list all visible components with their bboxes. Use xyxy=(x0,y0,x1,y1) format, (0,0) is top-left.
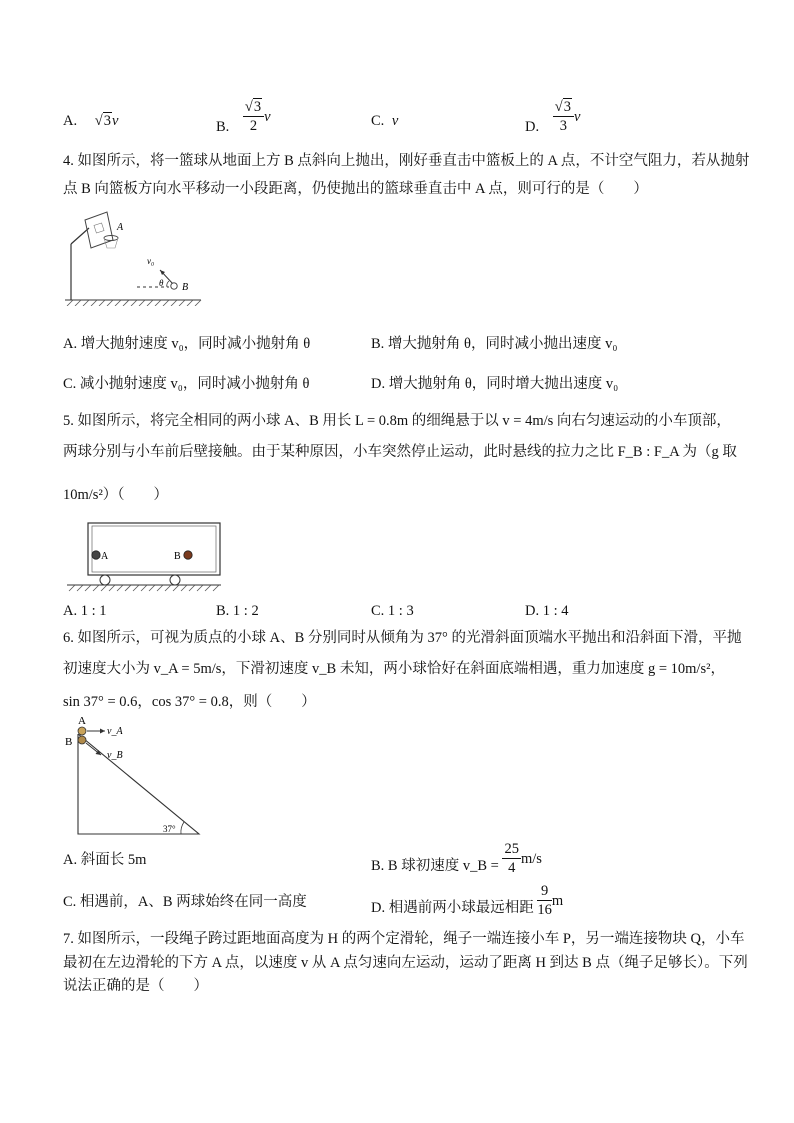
hoop xyxy=(104,236,118,241)
radicand: 3 xyxy=(253,99,262,115)
option-label: D. xyxy=(525,118,540,135)
angle-arc xyxy=(167,281,169,287)
cart-body xyxy=(88,523,220,575)
q6-stem-line3: sin 37° = 0.6，cos 37° = 0.8，则（ ） xyxy=(63,694,316,710)
vb-label: v_B xyxy=(107,750,123,761)
q5-option-b: B. 1 : 2 xyxy=(216,603,259,619)
basketball-figure xyxy=(63,210,203,306)
q7-stem-line3: 说法正确的是（ ） xyxy=(63,978,208,994)
arrowhead-icon xyxy=(100,729,105,734)
q4-stem-line1: 4. 如图所示，将一篮球从地面上方 B 点斜向上抛出，刚好垂直击中篮板上的 A 点，不计空气阻力，若从抛射 xyxy=(63,153,750,169)
option-text: D. 相遇前两小球最远相距 xyxy=(371,899,534,916)
q5-option-c: C. 1 : 3 xyxy=(371,603,414,619)
q3-option-d xyxy=(525,100,580,133)
ball-icon xyxy=(171,283,177,289)
ground-hatch xyxy=(69,585,219,591)
q7-stem-line2: 最初在左边滑轮的下方 A 点，以速度 v 从 A 点匀速向左运动，运动了距离 H 到达 B 点（绳子足够长）。下列 xyxy=(63,955,748,971)
theta-label: θ xyxy=(159,278,164,288)
ground-hatch xyxy=(67,300,201,306)
fraction xyxy=(243,100,264,133)
q7-stem-line1: 7. 如图所示，一段绳子跨过距地面高度为 H 的两个定滑轮，绳子一端连接小车 P，另一端连接物块 Q，小车 xyxy=(63,931,745,947)
ball-a-icon xyxy=(92,551,100,559)
q5-stem-line3: 10m/s²）（ ） xyxy=(63,487,169,503)
backboard xyxy=(85,212,113,248)
q5-stem-line1: 5. 如图所示，将完全相同的两小球 A、B 用长 L = 0.8m 的细绳悬于以 v = 4m/s 向右匀速运动的小车顶部， xyxy=(63,413,731,429)
q4-option-c: C. 减小抛射速度 v₀，同时减小抛射角 θ xyxy=(63,376,310,392)
q4-option-b: B. 增大抛射角 θ，同时减小抛出速度 v₀ xyxy=(371,336,618,352)
fraction-numerator: 9 xyxy=(537,884,552,901)
ball-b-icon xyxy=(78,736,86,744)
q3-option-c xyxy=(371,111,398,131)
ball-b-label: B xyxy=(65,736,73,748)
q4-option-d: D. 增大抛射角 θ，同时增大抛出速度 v₀ xyxy=(371,376,619,392)
fraction-numerator: √3 xyxy=(243,100,264,117)
cart-figure xyxy=(63,520,223,592)
fraction-denominator: 2 xyxy=(249,117,258,134)
ball-b-icon xyxy=(184,551,192,559)
fraction-denominator: 16 xyxy=(537,901,552,918)
option-label: A. xyxy=(63,113,78,129)
wheel-icon xyxy=(100,575,110,585)
angle-label: 37° xyxy=(163,824,176,834)
option-label: C. xyxy=(371,113,385,129)
point-b-label: B xyxy=(182,282,189,293)
q4-stem-line2: 点 B 向篮板方向水平移动一小段距离，仍使抛出的篮球垂直击中 A 点，则可行的是（ ） xyxy=(63,181,648,197)
option-label: B. xyxy=(216,118,230,135)
q6-option-b xyxy=(371,842,542,875)
ball-a-label: A xyxy=(78,715,86,727)
v0-label: v₀ xyxy=(147,256,155,266)
fraction-denominator: 3 xyxy=(559,117,567,134)
variable: v xyxy=(111,113,119,129)
fraction xyxy=(502,842,521,875)
q3-option-a xyxy=(63,111,118,131)
fraction xyxy=(537,884,552,917)
radicand: 3 xyxy=(103,113,111,129)
ball-a-icon xyxy=(78,727,86,735)
option-text: B. B 球初速度 v_B = xyxy=(371,857,499,874)
q5-option-d: D. 1 : 4 xyxy=(525,603,569,619)
angle-arc xyxy=(181,822,184,834)
q4-option-a: A. 增大抛射速度 v₀，同时减小抛射角 θ xyxy=(63,336,311,352)
incline-figure xyxy=(63,714,208,838)
unit: m/s xyxy=(520,850,542,867)
unit: m xyxy=(551,892,564,909)
ball-a-label: A xyxy=(101,551,109,562)
variable: v xyxy=(391,113,399,129)
q6-option-d xyxy=(371,884,563,917)
q6-stem-line2: 初速度大小为 v_A = 5m/s，下滑初速度 v_B 未知，两小球恰好在斜面底端相遇，重力加速度 g = 10m/s²， xyxy=(63,661,725,677)
point-a-label: A xyxy=(117,222,124,233)
q6-option-c: C. 相遇前，A、B 两球始终在同一高度 xyxy=(63,894,307,910)
wheel-icon xyxy=(170,575,180,585)
backboard-square xyxy=(94,223,104,233)
fraction xyxy=(553,100,574,133)
q3-option-b xyxy=(216,100,271,133)
q6-option-a: A. 斜面长 5m xyxy=(63,852,147,868)
variable: v xyxy=(264,108,271,125)
pole-arm xyxy=(71,228,89,244)
fraction-numerator: √3 xyxy=(553,100,574,117)
radicand: 3 xyxy=(563,99,571,115)
fraction-denominator: 4 xyxy=(508,859,516,876)
fraction-numerator: 25 xyxy=(504,841,519,857)
sqrt-expression: √3v xyxy=(94,113,119,129)
q6-stem-line1: 6. 如图所示，可视为质点的小球 A、B 分别同时从倾角为 37° 的光滑斜面顶端水平抛出和沿斜面下滑，平抛 xyxy=(63,630,742,646)
va-label: v_A xyxy=(107,726,123,737)
variable: v xyxy=(573,108,581,125)
ball-b-label: B xyxy=(174,551,181,562)
q5-option-a: A. 1 : 1 xyxy=(63,603,107,619)
q5-stem-line2: 两球分别与小车前后壁接触。由于某种原因，小车突然停止运动，此时悬线的拉力之比 F_B : F_A 为（g 取 xyxy=(63,444,737,460)
incline-triangle xyxy=(78,734,199,834)
